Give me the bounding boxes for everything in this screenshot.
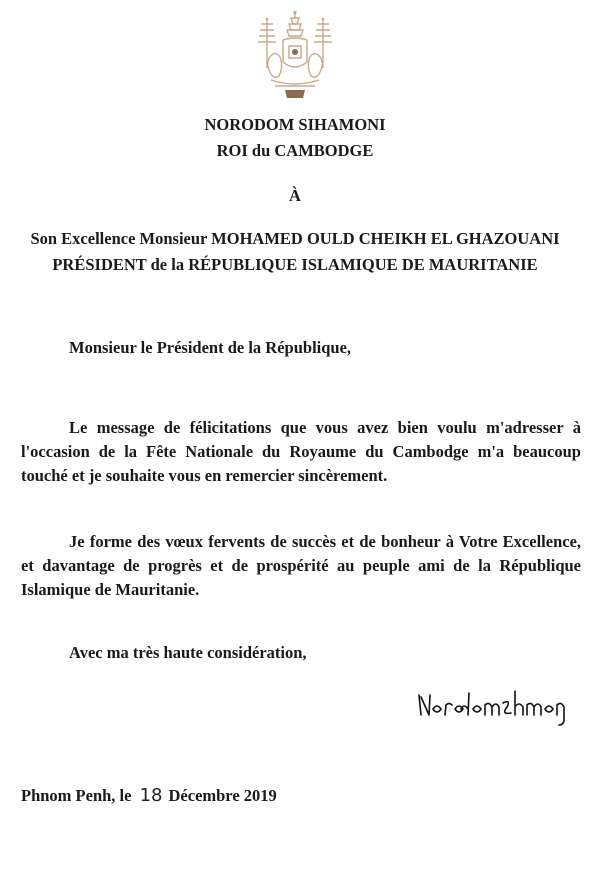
paragraph-2 [21, 530, 581, 602]
paragraph-2-lead: Je forme des vœux fervents de succès et de bonheur à Votre [69, 532, 498, 551]
royal-coat-of-arms-icon [245, 10, 345, 102]
handwritten-day: 18 [139, 785, 163, 806]
month-year: Décembre 2019 [168, 786, 277, 805]
recipient-name: Son Excellence Monsieur MOHAMED OULD CHEIKH EL GHAZOUANI [30, 229, 560, 248]
salutation: Monsieur le Président de la République, [69, 338, 352, 357]
closing-line: Avec ma très haute considération, [69, 643, 307, 662]
place-prefix: Phnom Penh, le [21, 786, 132, 805]
sender-title: ROI du CAMBODGE [216, 141, 374, 160]
paragraph-1-rest: l'occasion de la Fête Nationale du Royaume du Cambodge m'a beaucoup touché et je souhaite vous en remercier sincèrement. [21, 442, 581, 485]
paragraph-2-rest: Excellence, et davantage de progrès et de prospérité au peuple ami de la République Islamique de Mauritanie. [21, 532, 582, 599]
paragraph-1 [21, 416, 581, 488]
sender-name: NORODOM SIHAMONI [204, 115, 386, 134]
place-and-date [21, 784, 277, 808]
recipient-title: PRÉSIDENT de la RÉPUBLIQUE ISLAMIQUE DE MAURITANIE [52, 255, 538, 274]
signature-image [415, 685, 567, 727]
paragraph-1-lead: Le message de félicitations que vous avez bien voulu m'adresser à [69, 418, 581, 437]
addressee-marker: À [289, 186, 301, 205]
